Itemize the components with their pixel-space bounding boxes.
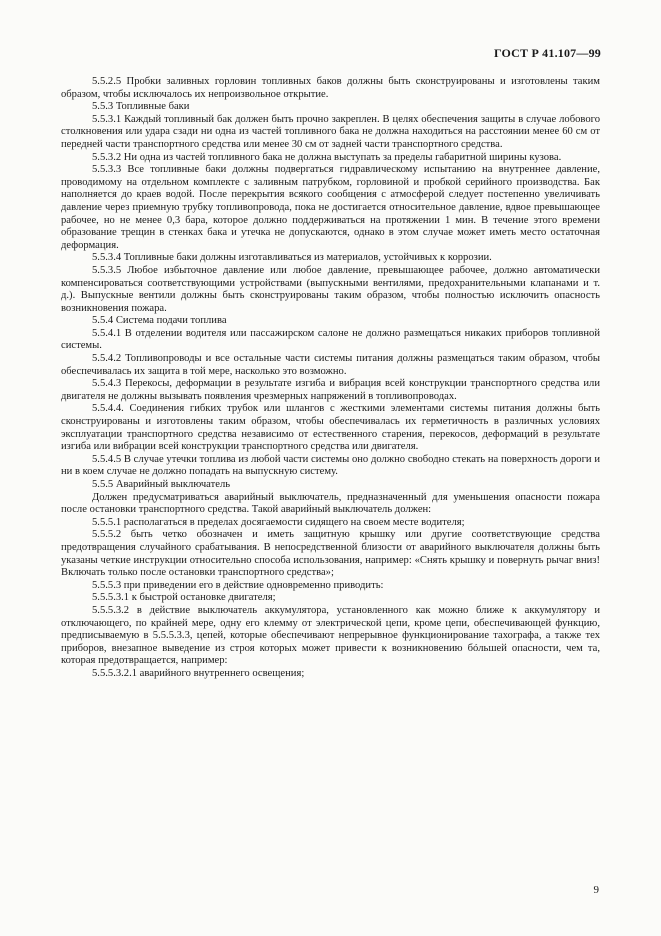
paragraph: 5.5.4.5 В случае утечки топлива из любой части системы оно должно свободно стекать на поверхность дороги и ни в коем случае не должно попадать на выпускную систему. — [61, 453, 600, 478]
paragraph: 5.5.5.3.2 в действие выключатель аккумулятора, установленного как можно ближе к аккумулятору и отключающего, по крайней мере, одну его клемму от электрической цепи, кроме цепи, обеспечивающей функцию, предписываемую в 5.5.5.3.3, цепей, которые обеспечивают непрерывное функционирование тахографа, а также тех приборов, внезапное выведение из строя которых может привести к возникновению бóльшей опасности, чем та, которая предотвращается, например: — [61, 604, 600, 667]
paragraph: 5.5.3.4 Топливные баки должны изготавливаться из материалов, устойчивых к коррозии. — [92, 252, 492, 264]
paragraph: 5.5.5.3.2.1 аварийного внутреннего освещения; — [92, 667, 305, 679]
paragraph: 5.5.5.3.1 к быстрой остановке двигателя; — [92, 592, 276, 604]
doc-code-header: ГОСТ Р 41.107—99 — [493, 46, 601, 60]
paragraph: 5.5.5.1 располагаться в пределах досягаемости сидящего на своем месте водителя; — [92, 516, 465, 528]
paragraph: 5.5.4.4. Соединения гибких трубок или шлангов с жесткими элементами системы питания должны быть сконструированы и изготовлены таким образом, чтобы обеспечивалась их герметичность в различных условиях эксплуатации транспортного средства независимо от естественного старения, перекосов, деформаций в результате изгиба или вибрации всей конструкции транспортного средства или двигателя. — [61, 403, 600, 453]
paragraph: 5.5.2.5 Пробки заливных горловин топливных баков должны быть сконструированы и изготовлены таким образом, чтобы исключалось их непроизвольное открытие. — [61, 76, 600, 100]
paragraph: 5.5.3.5 Любое избыточное давление или любое давление, превышающее рабочее, должно автоматически компенсироваться соответствующими устройствами (выпускными вентилями, предохранительными клапанами и т. д.). Выпускные вентили должны быть сконструированы таким образом, чтобы полностью исключить опасность возникновения пожара. — [61, 264, 600, 314]
page-number: 9 — [593, 884, 599, 896]
paragraph: 5.5.4.2 Топливопроводы и все остальные части системы питания должны размещаться таким образом, чтобы обеспечивалась их защита в той мере, насколько это возможно. — [61, 353, 600, 377]
paragraph: Должен предусматриваться аварийный выключатель, предназначенный для уменьшения опасности пожара после остановки транспортного средства. Такой аварийный выключатель должен: — [61, 491, 600, 516]
paragraph: 5.5.3.3 Все топливные баки должны подвергаться гидравлическому испытанию на внутреннее давление, проводимому на отдельном комплекте с заливным патрубком, горловиной и пробкой серийного производства. Бак наполняется до краев водой. После перекрытия всякого сообщения с атмосферой следует постепенно увеличивать давление через приемную трубку топливопровода, пока не достигается относительное давление, вдвое превышающее рабочее, но не менее 0,3 бара, которое должно поддерживаться на протяжении 1 мин. В течение этого времени образование трещин в стенках бака и утечка не допускаются, однако в этом случае может иметь место остаточная деформация. — [61, 164, 600, 251]
document-body — [61, 76, 600, 681]
section-heading: 5.5.4 Система подачи топлива — [92, 315, 227, 327]
section-heading: 5.5.3 Топливные баки — [92, 101, 190, 113]
paragraph: 5.5.3.1 Каждый топливный бак должен быть прочно закреплен. В целях обеспечения защиты в случае лобового столкновения или удара сзади ни одна из частей топливного бака не должна находиться на расстоянии менее 60 см от передней части транспортного средства или менее 30 см от задней части транспортного средства. — [61, 113, 600, 150]
paragraph: 5.5.5.3 при приведении его в действие одновременно приводить: — [92, 579, 384, 591]
paragraph: 5.5.3.2 Ни одна из частей топливного бака не должна выступать за пределы габаритной ширины кузова. — [92, 151, 562, 163]
section-heading: 5.5.5 Аварийный выключатель — [92, 479, 231, 490]
paragraph: 5.5.5.2 быть четко обозначен и иметь защитную крышку или другие соответствующие средства предотвращения случайного срабатывания. В непосредственной близости от аварийного выключателя должны быть указаны четкие инструкции относительно способа использования, например: «Снять крышку и повернуть рычаг вниз! Включать только после остановки транспортного средства»; — [61, 529, 600, 579]
paragraph: 5.5.4.1 В отделении водителя или пассажирском салоне не должно размещаться никаких приборов топливной системы. — [61, 327, 600, 352]
paragraph: 5.5.4.3 Перекосы, деформации в результате изгиба и вибрация всей конструкции транспортного средства или двигателя не должны вызывать появления чрезмерных напряжений в топливопроводах. — [61, 378, 600, 402]
